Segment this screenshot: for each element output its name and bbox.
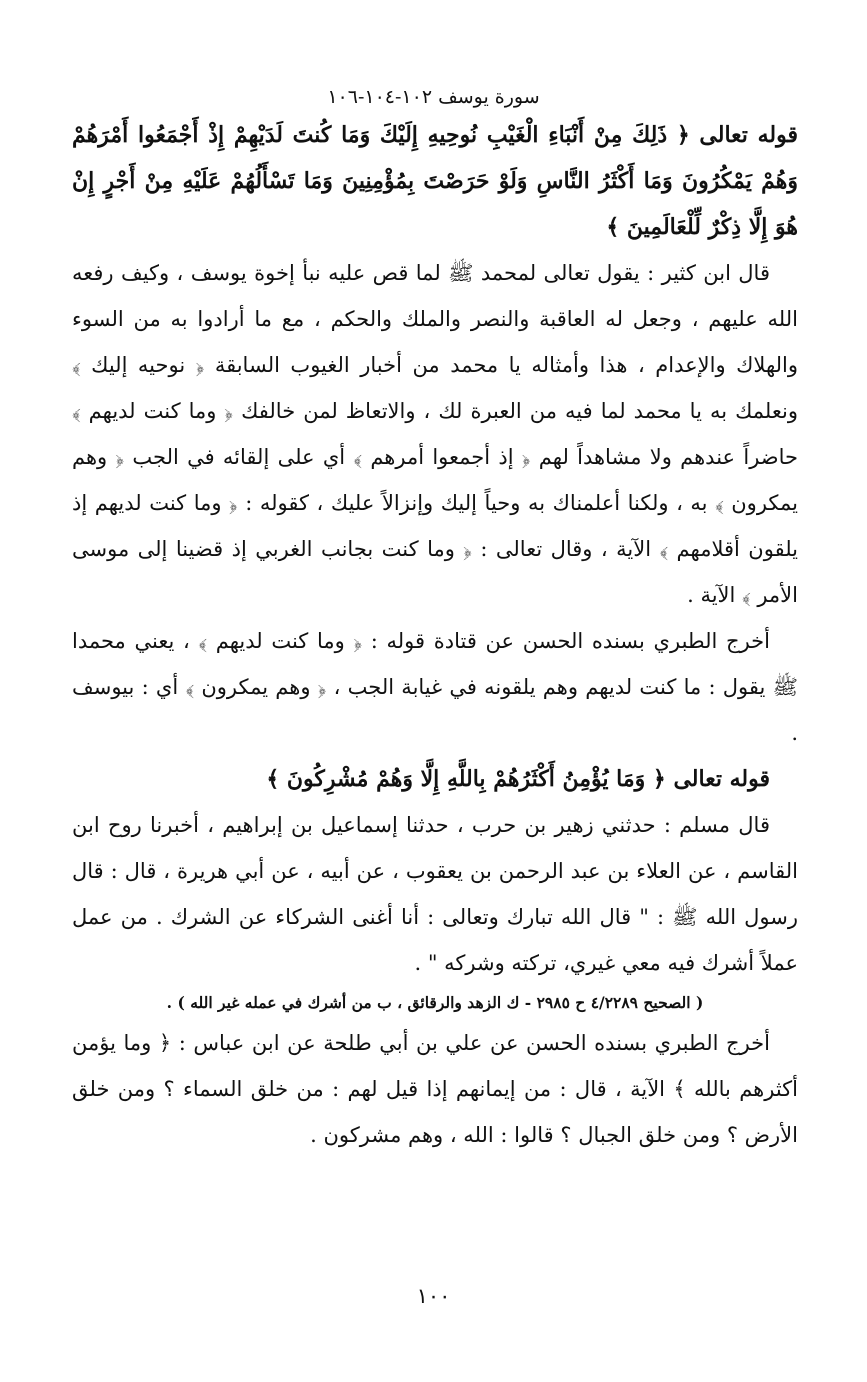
running-head: سورة يوسف ١٠٢-١٠٤-١٠٦ — [327, 86, 540, 108]
page-number: ١٠٠ — [416, 1284, 451, 1308]
commentary-ibn-kathir: قال ابن كثير : يقول تعالى لمحمد ﷺ لما قص عليه نبأ إخوة يوسف ، وكيف رفعه الله عليهم ، وجعل له العاقبة والنصر والملك والحكم ، مع ما أرادوا به من السوء والهلاك والإعدام ، هذا وأمثاله يا محمد من أخبار الغيوب السابقة ﴿ نوحيه إليك ﴾ ونعلمك به يا محمد لما فيه من العبرة لك ، والاتعاظ لمن خالفك ﴿ وما كنت لديهم ﴾ حاضراً عندهم ولا مشاهداً لهم ﴿ إذ أجمعوا أمرهم ﴾ أي على إلقائه في الجب ﴿ وهم يمكرون ﴾ به ، ولكنا أعلمناك به وحياً إليك وإنزالاً عليك ، كقوله : ﴿ وما كنت لديهم إذ يلقون أقلامهم ﴾ الآية ، وقال تعالى : ﴿ وما كنت بجانب الغربي إذ قضينا إلى موسى الأمر ﴾ الآية . — [72, 261, 798, 607]
hadith-muslim: قال مسلم : حدثني زهير بن حرب ، حدثنا إسماعيل بن إبراهيم ، أخبرنا روح ابن القاسم ، عن العلاء بن عبد الرحمن بن يعقوب ، عن أبيه ، عن أبي هريرة ، قال : قال رسول الله ﷺ : " قال الله تبارك وتعالى : أنا أغنى الشركاء عن الشرك . من عمل عملاً أشرك فيه معي غيري، تركته وشركه " . — [72, 813, 798, 975]
commentary-tabari-ibn-abbas: أخرج الطبري بسنده الحسن عن علي بن أبي طلحة عن ابن عباس : ﴿ وما يؤمن أكثرهم بالله ﴾ الآية ، قال : من إيمانهم إذا قيل لهم : من خلق السماء ؟ ومن خلق الأرض ؟ ومن خلق الجبال ؟ قالوا : الله ، وهم مشركون . — [72, 1031, 798, 1147]
verse-heading-1: قوله تعالى ﴿ ذَلِكَ مِنْ أَنْبَاءِ الْغَيْبِ نُوحِيهِ إِلَيْكَ وَمَا كُنتَ لَدَيْهِمْ إِذْ أَجْمَعُوا أَمْرَهُمْ وَهُمْ يَمْكُرُونَ وَمَا أَكْثَرُ النَّاسِ وَلَوْ حَرَصْتَ بِمُؤْمِنِينَ وَمَا تَسْأَلُهُمْ عَلَيْهِ مِنْ أَجْرٍ إِنْ هُوَ إِلَّا ذِكْرٌ لِّلْعَالَمِينَ ﴾ — [72, 122, 798, 240]
commentary-tabari-qatada: أخرج الطبري بسنده الحسن عن قتادة قوله : ﴿ وما كنت لديهم ﴾ ، يعني محمدا ﷺ يقول : ما كنت لديهم وهم يلقونه في غيابة الجب ، ﴿ وهم يمكرون ﴾ أي : بيوسف . — [72, 629, 798, 745]
verse-heading-2: قوله تعالى ﴿ وَمَا يُؤْمِنُ أَكْثَرُهُمْ بِاللَّهِ إِلَّا وَهُمْ مُشْرِكُونَ ﴾ — [266, 766, 770, 792]
page-body — [72, 112, 798, 1158]
hadith-reference: ( الصحيح ٤/٢٢٨٩ ح ٢٩٨٥ - ك الزهد والرقائق ، ب من أشرك في عمله غير الله ) . — [166, 993, 704, 1012]
